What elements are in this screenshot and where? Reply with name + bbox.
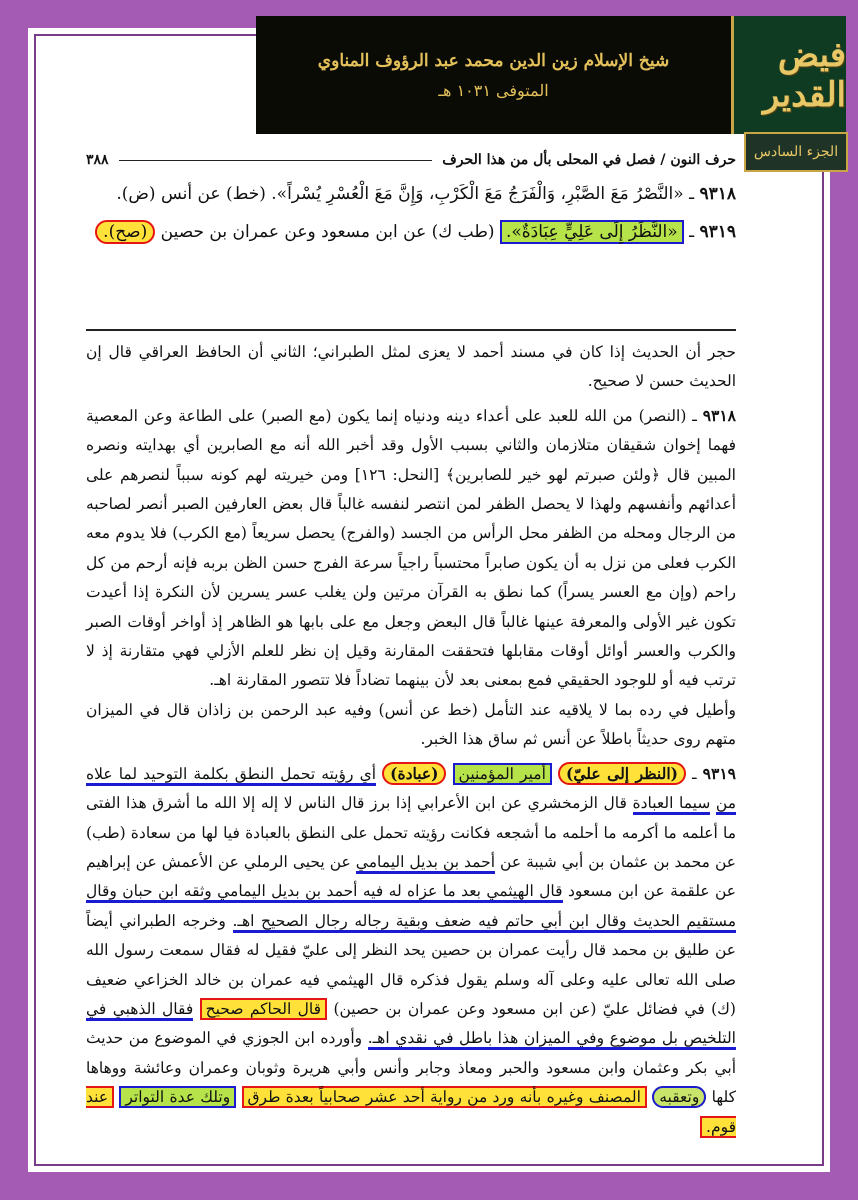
book-banner	[256, 16, 846, 134]
author-death-year: المتوفى ١٠٣١ هـ	[438, 80, 549, 100]
commentary-paragraph: حجر أن الحديث إذا كان في مسند أحمد لا يعزى لمثل الطبراني؛ الثاني أن الحافظ العراقي قال إن الحديث حسن لا صحيح.	[86, 343, 736, 391]
hadith-9318: ٩٣١٨ ـ «النَّصْرُ مَعَ الصَّبْرِ، وَالْفَرَجُ مَعَ الْكَرْبِ، وَإِنَّ مَعَ الْعُسْرِ يُسْراً». (خط) عن أنس (ض).	[116, 184, 736, 204]
volume-label: الجزء السادس	[744, 132, 848, 172]
book-title-logo: فيض القدير	[731, 16, 846, 134]
commentary-block	[86, 338, 736, 1142]
underlined-haythami: قال الهيثمي بعد ما عزاه له فيه أحمد بن بديل اليمامي وثقه ابن حبان وقال مستقيم الحديث وقال ابن أبي حاتم فيه ضعف وبقية رجاله رجال الصحيح اهـ.	[86, 882, 736, 932]
commentary-text: وخرجه الطبراني أيضاً عن طليق بن محمد قال رأيت عمران بن حصين يحد النظر إلى عليّ فقيل له فقال سمعت رسول الله صلى الله تعالى عليه وعلى آله وسلم يقول فذكره قال الهيثمي فيه عمران بن خالد الخزاعي ضعيف (ك) في فضائل عليّ (عن ابن مسعود وعن عمران بن حصين)	[86, 911, 736, 1018]
hadith-matn-highlight: «النَّظَرُ إِلَى عَلِيٍّ عِبَادَةٌ».	[500, 220, 684, 244]
underlined-text: أي رؤيته تحمل النطق بكلمة التوحيد لما علاه من	[86, 765, 736, 815]
commentary-number: ٩٣١٩	[702, 763, 736, 783]
header-rule	[119, 160, 433, 161]
commentary-text: (النصر) من الله للعبد على أعداء دينه ودنياه إنما يكون (مع الصبر) على الطاعة وعن المعصية فهما إخوان شقيقان متلازمان والثاني بسبب الأول وقد أخبر الله أنه مع الصابرين أي بهدايته ونصره المبين قال ﴿ولئن صبرتم لهو خير للصابرين﴾ [النحل: ١٢٦] ومن خيريته لهم كونه سبباً لنصرهم على أعدائهم وأنفسهم ولهذا لا يحصل الظفر لمن انتصر لنفسه غالباً قال بعض العارفين الصبر أنصر لصاحبه من الرجال ومحله من الظفر محل الرأس من الجسد (والفرج) يحصل سريعاً (مع الكرب) فلا يدوم معه الكرب فعلى من نزل به أن يكون صابراً محتسباً راجياً سرعة الفرج حسن الظن بربه فإنه أرحم من كل راحم (وإن مع العسر يسراً) كما نطق به القرآن مرتين ولن يغلب عسر يسرين لأن النكرة إذا أعيدت تكون غير الأولى والمعرفة عينها غالباً قال البعض وجعل مع على بابها هو الظاهر إذ أواخر أوقات الصبر والكرب والعسر أوائل أوقات مقابلها فتحققت المقارنة وقيل إن نظر للعلم الأزلي فهي متقارنة إذ لا ترتب فيه أو للوجود الحقيقي فمع بمعنى بعد لأن بينهما تضاداً فلا تتصور المقارنة اهـ.	[86, 406, 736, 690]
amir-highlight: أمير المؤمنين	[453, 763, 552, 785]
ibada-highlight: (عبادة)	[382, 762, 446, 785]
page-number: ٣٨٨	[86, 152, 109, 168]
page-header	[86, 148, 736, 172]
hadith-text-block	[86, 178, 736, 248]
hadith-grade-highlight: (صح).	[95, 220, 155, 244]
commentary-9319: ٩٣١٩ ـ (النظر إلى عليّ) أمير المؤمنين (عبادة) أي رؤيته تحمل النطق بكلمة التوحيد لما علاه من سيما العبادة قال الزمخشري عن ابن الأعرابي إذا برز قال الناس لا إله إلا الله ما أشرق هذا الفتى ما أعلمه ما أكرمه ما أحلمه ما أشجعه فكانت رؤيته تحمل على النطق بالعبادة فيا لها من سعادة (طب) عن محمد بن عثمان بن أبي شيبة عن أحمد بن بديل اليمامي عن يحيى الرملي عن الأعمش عن إبراهيم عن علقمة عن ابن مسعود قال الهيثمي بعد ما عزاه له فيه أحمد بن بديل اليمامي وثقه ابن حبان وقال مستقيم الحديث وقال ابن أبي حاتم فيه ضعف وبقية رجاله رجال الصحيح اهـ. وخرجه الطبراني أيضاً عن طليق بن محمد قال رأيت عمران بن حصين يحد النظر إلى عليّ فقيل له فقال سمعت رسول الله صلى الله تعالى عليه وعلى آله وسلم يقول فذكره قال الهيثمي فيه عمران بن خالد الخزاعي ضعيف (ك) في فضائل عليّ (عن ابن مسعود وعن عمران بن حصين) قال الحاكم صحيح فقال الذهبي في التلخيص بل موضوع وفي الميزان هذا باطل في نقدي اهـ. وأورده ابن الجوزي في الموضوع من حديث أبي بكر وعثمان وابن مسعود والحبر ومعاذ وجابر وأنس وأبي هريرة وثوبان وعمران وعائشة ووهاها كلها وتعقبه المصنف وغيره بأنه ورد من رواية أحد عشر صحابياً بعدة طرق وتلك عدة التواتر عند قوم.	[86, 763, 736, 1136]
underlined-dhahabi: فقال الذهبي في التلخيص بل موضوع وفي الميزان هذا باطل في نقدي اهـ.	[86, 1000, 736, 1050]
section-title: حرف النون / فصل في المحلى بأل من هذا الحرف	[442, 152, 736, 168]
hakim-highlight: قال الحاكم صحيح	[200, 998, 327, 1020]
underlined-isnad: أحمد بن بديل اليمامي	[356, 853, 495, 874]
taaqqub-highlight: وتعقبه	[652, 1086, 706, 1108]
end-highlight: عند قوم.	[86, 1088, 736, 1136]
commentary-text: وأورده ابن الجوزي في الموضوع من حديث أبي بكر وعثمان وابن مسعود والحبر ومعاذ وجابر وأنس وأبي هريرة وثوبان وعمران وعائشة ووهاها كلها	[86, 1029, 736, 1107]
author-name: شيخ الإسلام زين الدين محمد عبد الرؤوف المناوي	[317, 50, 670, 71]
hadith-9319: ٩٣١٩ ـ «النَّظَرُ إِلَى عَلِيٍّ عِبَادَةٌ». (طب ك) عن ابن مسعود وعن عمران بن حصين (صح).	[86, 216, 736, 248]
hadith-number: ٩٣١٩	[699, 222, 736, 242]
commentary-number: ٩٣١٨	[702, 405, 737, 425]
commentary-text: قال الزمخشري عن ابن الأعرابي إذا برز قال الناس لا إله إلا الله ما أشرق هذا الفتى ما أعلمه ما أكرمه ما أحلمه ما أشجعه فكانت رؤيته تحمل على النطق بالعبادة فيا لها من سعادة (طب) عن محمد بن عثمان بن أبي شيبة عن	[86, 794, 736, 871]
banner-author-block	[256, 16, 731, 134]
musannif-highlight: المصنف وغيره بأنه ورد من رواية أحد عشر صحابياً بعدة طرق	[242, 1086, 647, 1108]
hadith-text: «النَّصْرُ مَعَ الصَّبْرِ، وَالْفَرَجُ مَعَ الْكَرْبِ، وَإِنَّ مَعَ الْعُسْرِ يُسْراً». (خط) عن أنس (ض).	[116, 184, 684, 204]
tawatur-highlight: وتلك عدة التواتر	[119, 1086, 236, 1108]
commentary-text: عن يحيى الرملي عن الأعمش عن إبراهيم عن علقمة عن ابن مسعود	[86, 852, 736, 901]
hadith-number: ٩٣١٨	[699, 184, 736, 204]
hadith-source: (طب ك) عن ابن مسعود وعن عمران بن حصين	[160, 222, 495, 242]
section-divider	[86, 329, 736, 331]
matn-highlight: (النظر إلى عليّ)	[558, 762, 686, 785]
commentary-9318: ٩٣١٨ ـ (النصر) من الله للعبد على أعداء دينه ودنياه إنما يكون (مع الصبر) على الطاعة وعن المعصية فهما إخوان شقيقان متلازمان والثاني بسبب الأول وقد أخبر الله أنه مع الصابرين أي بهدايته ونصره المبين قال ﴿ولئن صبرتم لهو خير للصابرين﴾ [النحل: ١٢٦] ومن خيريته لهم كونه سبباً لنصرهم على أعدائهم وأنفسهم ولهذا لا يحصل الظفر لمن انتصر لنفسه غالباً قال بعض العارفين الصبر أنصر لصاحبه من الرجال ومحله من الظفر محل الرأس من الجسد (والفرج) يحصل سريعاً (مع الكرب) فلا يدوم معه الكرب فعلى من نزل به أن يكون صابراً محتسباً راجياً سرعة الفرج حسن الظن بربه فإنه أرحم من كل راحم (وإن مع العسر يسراً) كما نطق به القرآن مرتين ولن يغلب عسر يسرين لأن النكرة إذا أعيدت تكون غير الأولى والمعرفة عينها غالباً قال البعض وجعل مع على بابها هو الظاهر إذ أواخر أوقات الصبر والكرب والعسر أوائل أوقات مقابلها فتحققت المقارنة وقيل إن نظر للعلم الأزلي فهي متقارنة إذ لا ترتب فيه أو للوجود الحقيقي فمع بمعنى بعد لأن بينهما تضاداً فلا تتصور المقارنة اهـ.	[86, 405, 737, 690]
commentary-paragraph: وأطيل في رده بما لا يلاقيه عند التأمل (خط عن أنس) وفيه عبد الرحمن بن زاذان قال في الميزان متهم روى حديثاً باطلاً عن أنس ثم ساق هذا الخبر.	[86, 700, 736, 749]
underlined-text: سيما العبادة	[633, 794, 711, 815]
